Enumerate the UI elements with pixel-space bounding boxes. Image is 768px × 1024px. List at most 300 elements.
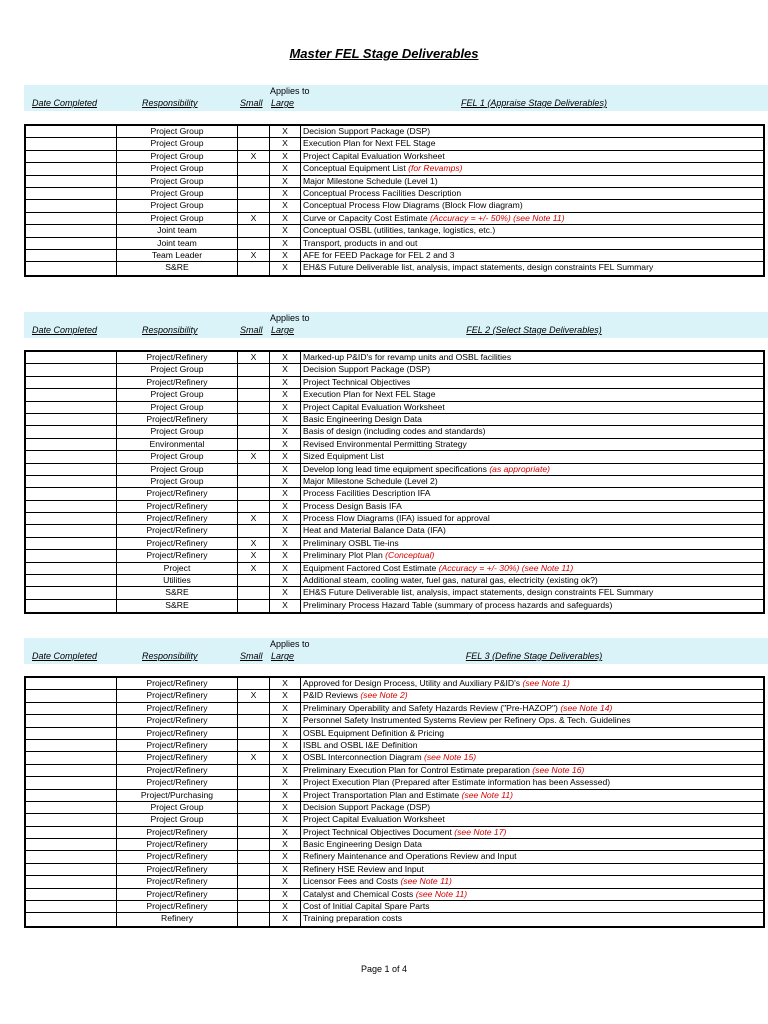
deliverable-text: Conceptual Equipment List bbox=[303, 163, 409, 174]
deliverable-cell bbox=[301, 488, 763, 499]
small-cell: X bbox=[238, 563, 270, 574]
table-row bbox=[26, 525, 763, 537]
date-completed-cell bbox=[26, 163, 117, 174]
table-row bbox=[26, 451, 763, 463]
large-cell: X bbox=[270, 402, 301, 413]
responsibility-cell: Project/Refinery bbox=[117, 488, 238, 499]
deliverable-cell bbox=[301, 777, 763, 788]
date-completed-cell bbox=[26, 200, 117, 211]
large-cell: X bbox=[270, 889, 301, 900]
responsibility-cell: Project/Refinery bbox=[117, 703, 238, 714]
large-cell: X bbox=[270, 728, 301, 739]
date-completed-cell bbox=[26, 488, 117, 499]
responsibility-cell: Project Group bbox=[117, 451, 238, 462]
date-completed-cell bbox=[26, 563, 117, 574]
deliverable-cell bbox=[301, 827, 763, 838]
deliverable-text: Project Capital Evaluation Worksheet bbox=[303, 150, 445, 161]
date-completed-cell bbox=[26, 151, 117, 162]
section-header bbox=[24, 85, 768, 111]
deliverable-cell bbox=[301, 600, 763, 612]
large-cell: X bbox=[270, 575, 301, 586]
deliverable-text: Preliminary Process Hazard Table (summary of process hazards and safeguards) bbox=[303, 599, 613, 610]
date-completed-cell bbox=[26, 913, 117, 925]
large-cell: X bbox=[270, 600, 301, 612]
large-cell: X bbox=[270, 126, 301, 137]
table-row bbox=[26, 352, 763, 364]
deliverable-cell bbox=[301, 802, 763, 813]
responsibility-cell: Project/Refinery bbox=[117, 377, 238, 388]
responsibility-cell: Project Group bbox=[117, 163, 238, 174]
date-completed-cell bbox=[26, 538, 117, 549]
date-completed-cell bbox=[26, 426, 117, 437]
small-cell bbox=[238, 802, 270, 813]
section-heading: FEL 3 (Define Stage Deliverables) bbox=[465, 651, 603, 661]
table-row bbox=[26, 678, 763, 690]
deliverable-note: (see Note 11) bbox=[461, 789, 514, 800]
table-row bbox=[26, 715, 763, 727]
date-completed-header: Date Completed bbox=[32, 651, 98, 661]
responsibility-cell: Project Group bbox=[117, 802, 238, 813]
small-cell bbox=[238, 525, 270, 536]
date-completed-cell bbox=[26, 777, 117, 788]
responsibility-header: Responsibility bbox=[142, 325, 198, 335]
deliverable-cell bbox=[301, 901, 763, 912]
deliverable-text: Preliminary Plot Plan bbox=[303, 550, 386, 561]
responsibility-cell: Project Group bbox=[117, 126, 238, 137]
deliverable-note: (see Note 16) bbox=[532, 764, 585, 775]
table-row bbox=[26, 864, 763, 876]
responsibility-header: Responsibility bbox=[142, 651, 198, 661]
deliverable-text: Execution Plan for Next FEL Stage bbox=[303, 138, 436, 149]
small-cell bbox=[238, 740, 270, 751]
deliverable-text: Conceptual Process Flow Diagrams (Block Flow diagram) bbox=[303, 200, 523, 211]
deliverable-note: (see Note 14) bbox=[560, 702, 613, 713]
large-cell: X bbox=[270, 352, 301, 363]
deliverable-text: Major Milestone Schedule (Level 2) bbox=[303, 475, 438, 486]
deliverable-cell bbox=[301, 715, 763, 726]
date-completed-cell bbox=[26, 575, 117, 586]
deliverables-table bbox=[24, 350, 765, 614]
large-cell: X bbox=[270, 138, 301, 149]
small-cell bbox=[238, 600, 270, 612]
date-completed-cell bbox=[26, 525, 117, 536]
small-cell bbox=[238, 876, 270, 887]
deliverable-text: Transport, products in and out bbox=[303, 237, 418, 248]
deliverable-cell bbox=[301, 703, 763, 714]
responsibility-cell: Project/Refinery bbox=[117, 889, 238, 900]
small-cell: X bbox=[238, 151, 270, 162]
deliverable-cell bbox=[301, 538, 763, 549]
date-completed-cell bbox=[26, 451, 117, 462]
date-completed-cell bbox=[26, 690, 117, 701]
table-row bbox=[26, 538, 763, 550]
small-cell bbox=[238, 765, 270, 776]
deliverable-note: (Conceptual) bbox=[385, 550, 435, 561]
small-cell bbox=[238, 827, 270, 838]
deliverable-note: (see Note 11) bbox=[400, 876, 452, 887]
responsibility-cell: Project/Refinery bbox=[117, 501, 238, 512]
table-row bbox=[26, 126, 763, 138]
large-cell: X bbox=[270, 389, 301, 400]
date-completed-cell bbox=[26, 703, 117, 714]
deliverable-cell bbox=[301, 550, 763, 561]
applies-to-label: Applies to bbox=[270, 313, 310, 323]
deliverable-cell bbox=[301, 690, 763, 701]
responsibility-cell: Project Group bbox=[117, 389, 238, 400]
small-cell bbox=[238, 138, 270, 149]
deliverable-text: AFE for FEED Package for FEL 2 and 3 bbox=[303, 249, 455, 260]
date-completed-cell bbox=[26, 414, 117, 425]
deliverable-cell bbox=[301, 377, 763, 388]
table-row bbox=[26, 262, 763, 274]
table-row bbox=[26, 138, 763, 150]
large-cell: X bbox=[270, 225, 301, 236]
deliverable-text: Conceptual Process Facilities Description bbox=[303, 187, 462, 198]
deliverable-cell bbox=[301, 839, 763, 850]
section-header bbox=[24, 312, 768, 338]
date-completed-cell bbox=[26, 138, 117, 149]
responsibility-cell: Project Group bbox=[117, 464, 238, 475]
page-footer: Page 1 of 4 bbox=[360, 964, 408, 974]
date-completed-cell bbox=[26, 678, 117, 689]
applies-to-label: Applies to bbox=[270, 639, 310, 649]
deliverable-cell bbox=[301, 451, 763, 462]
table-row bbox=[26, 563, 763, 575]
date-completed-cell bbox=[26, 715, 117, 726]
large-cell: X bbox=[270, 163, 301, 174]
small-cell bbox=[238, 262, 270, 274]
date-completed-cell bbox=[26, 225, 117, 236]
table-row bbox=[26, 188, 763, 200]
table-row bbox=[26, 250, 763, 262]
deliverable-cell bbox=[301, 678, 763, 689]
responsibility-cell: Joint team bbox=[117, 238, 238, 249]
small-cell bbox=[238, 464, 270, 475]
deliverable-cell bbox=[301, 238, 763, 249]
deliverable-cell bbox=[301, 563, 763, 574]
table-row bbox=[26, 225, 763, 237]
responsibility-cell: Joint team bbox=[117, 225, 238, 236]
large-cell: X bbox=[270, 176, 301, 187]
small-cell: X bbox=[238, 250, 270, 261]
responsibility-cell: Project/Refinery bbox=[117, 678, 238, 689]
deliverable-cell bbox=[301, 176, 763, 187]
deliverable-cell bbox=[301, 126, 763, 137]
deliverable-text: Develop long lead time equipment specifications bbox=[303, 463, 490, 474]
large-cell: X bbox=[270, 464, 301, 475]
responsibility-cell: Team Leader bbox=[117, 250, 238, 261]
deliverable-text: Preliminary Operability and Safety Hazards Review ("Pre-HAZOP") bbox=[303, 702, 561, 713]
large-cell: X bbox=[270, 439, 301, 450]
responsibility-cell: Project/Refinery bbox=[117, 876, 238, 887]
responsibility-header: Responsibility bbox=[142, 98, 198, 108]
large-cell: X bbox=[270, 488, 301, 499]
deliverable-text: Project Capital Evaluation Worksheet bbox=[303, 401, 445, 412]
date-completed-cell bbox=[26, 851, 117, 862]
small-header: Small bbox=[240, 651, 263, 661]
deliverable-cell bbox=[301, 250, 763, 261]
date-completed-header: Date Completed bbox=[32, 325, 98, 335]
date-completed-cell bbox=[26, 765, 117, 776]
responsibility-cell: Environmental bbox=[117, 439, 238, 450]
responsibility-cell: Project/Refinery bbox=[117, 538, 238, 549]
large-cell: X bbox=[270, 876, 301, 887]
date-completed-cell bbox=[26, 364, 117, 375]
deliverable-text: Project Technical Objectives bbox=[303, 376, 411, 387]
small-cell bbox=[238, 377, 270, 388]
large-cell: X bbox=[270, 678, 301, 689]
large-cell: X bbox=[270, 814, 301, 825]
deliverable-text: Process Flow Diagrams (IFA) issued for approval bbox=[303, 513, 490, 524]
small-cell bbox=[238, 728, 270, 739]
deliverable-text: Major Milestone Schedule (Level 1) bbox=[303, 175, 438, 186]
large-cell: X bbox=[270, 188, 301, 199]
date-completed-cell bbox=[26, 213, 117, 224]
date-completed-cell bbox=[26, 352, 117, 363]
small-cell bbox=[238, 163, 270, 174]
date-completed-cell bbox=[26, 126, 117, 137]
deliverable-text: Basis of design (including codes and standards) bbox=[303, 426, 486, 437]
responsibility-cell: Project/Refinery bbox=[117, 765, 238, 776]
deliverable-cell bbox=[301, 752, 763, 763]
small-cell: X bbox=[238, 752, 270, 763]
small-cell: X bbox=[238, 213, 270, 224]
table-row bbox=[26, 426, 763, 438]
date-completed-cell bbox=[26, 389, 117, 400]
small-cell bbox=[238, 238, 270, 249]
table-row bbox=[26, 703, 763, 715]
date-completed-cell bbox=[26, 752, 117, 763]
deliverable-text: OSBL Interconnection Diagram bbox=[303, 752, 425, 763]
responsibility-cell: Project Group bbox=[117, 151, 238, 162]
deliverable-text: Refinery HSE Review and Input bbox=[303, 863, 424, 874]
small-cell: X bbox=[238, 451, 270, 462]
responsibility-cell: Project Group bbox=[117, 476, 238, 487]
large-cell: X bbox=[270, 851, 301, 862]
deliverable-cell bbox=[301, 513, 763, 524]
deliverable-text: Basic Engineering Design Data bbox=[303, 413, 422, 424]
deliverable-cell bbox=[301, 889, 763, 900]
small-cell: X bbox=[238, 513, 270, 524]
table-row bbox=[26, 402, 763, 414]
deliverable-text: Basic Engineering Design Data bbox=[303, 839, 422, 850]
small-cell bbox=[238, 426, 270, 437]
deliverable-text: EH&S Future Deliverable list, analysis, impact statements, design constraints FEL Summary bbox=[303, 587, 654, 598]
large-cell: X bbox=[270, 740, 301, 751]
deliverable-cell bbox=[301, 575, 763, 586]
deliverable-cell bbox=[301, 188, 763, 199]
date-completed-cell bbox=[26, 876, 117, 887]
responsibility-cell: Project/Refinery bbox=[117, 525, 238, 536]
table-row bbox=[26, 876, 763, 888]
deliverable-cell bbox=[301, 501, 763, 512]
responsibility-cell: Project/Refinery bbox=[117, 352, 238, 363]
table-row bbox=[26, 752, 763, 764]
date-completed-cell bbox=[26, 814, 117, 825]
responsibility-cell: Utilities bbox=[117, 575, 238, 586]
date-completed-cell bbox=[26, 402, 117, 413]
deliverable-cell bbox=[301, 163, 763, 174]
large-header: Large bbox=[271, 98, 295, 108]
table-row bbox=[26, 765, 763, 777]
date-completed-cell bbox=[26, 839, 117, 850]
deliverable-text: Project Execution Plan (Prepared after Estimate information has been Assessed) bbox=[303, 777, 611, 788]
deliverable-text: Personnel Safety Instrumented Systems Review per Refinery Ops. & Tech. Guidelines bbox=[303, 715, 631, 726]
date-completed-cell bbox=[26, 176, 117, 187]
responsibility-cell: Project Group bbox=[117, 364, 238, 375]
deliverable-text: Project Capital Evaluation Worksheet bbox=[303, 814, 445, 825]
deliverable-text: Training preparation costs bbox=[303, 913, 403, 924]
large-cell: X bbox=[270, 364, 301, 375]
small-cell bbox=[238, 703, 270, 714]
table-row bbox=[26, 690, 763, 702]
table-row bbox=[26, 151, 763, 163]
table-row bbox=[26, 740, 763, 752]
date-completed-cell bbox=[26, 501, 117, 512]
date-completed-cell bbox=[26, 439, 117, 450]
large-cell: X bbox=[270, 839, 301, 850]
deliverable-text: Preliminary OSBL Tie-ins bbox=[303, 537, 399, 548]
small-header: Small bbox=[240, 325, 263, 335]
responsibility-cell: Project Group bbox=[117, 176, 238, 187]
deliverable-text: Conceptual OSBL (utilities, tankage, logistics, etc.) bbox=[303, 225, 496, 236]
deliverable-cell bbox=[301, 913, 763, 925]
large-cell: X bbox=[270, 377, 301, 388]
deliverable-cell bbox=[301, 728, 763, 739]
table-row bbox=[26, 790, 763, 802]
date-completed-cell bbox=[26, 250, 117, 261]
table-row bbox=[26, 377, 763, 389]
table-row bbox=[26, 851, 763, 863]
deliverable-cell bbox=[301, 213, 763, 224]
deliverable-text: Project Transportation Plan and Estimate bbox=[303, 789, 462, 800]
deliverables-table bbox=[24, 676, 765, 928]
table-row bbox=[26, 814, 763, 826]
large-cell: X bbox=[270, 690, 301, 701]
deliverable-cell bbox=[301, 864, 763, 875]
deliverable-text: Sized Equipment List bbox=[303, 451, 384, 462]
small-cell bbox=[238, 414, 270, 425]
small-header: Small bbox=[240, 98, 263, 108]
date-completed-cell bbox=[26, 802, 117, 813]
deliverable-text: Licensor Fees and Costs bbox=[303, 876, 401, 887]
table-row bbox=[26, 200, 763, 212]
large-cell: X bbox=[270, 802, 301, 813]
deliverable-note: (see Note 15) bbox=[424, 752, 477, 763]
deliverable-cell bbox=[301, 876, 763, 887]
section-header bbox=[24, 638, 768, 664]
small-cell bbox=[238, 488, 270, 499]
responsibility-cell: Project/Refinery bbox=[117, 839, 238, 850]
large-cell: X bbox=[270, 525, 301, 536]
small-cell: X bbox=[238, 550, 270, 561]
large-cell: X bbox=[270, 790, 301, 801]
date-completed-cell bbox=[26, 377, 117, 388]
responsibility-cell: Project/Refinery bbox=[117, 550, 238, 561]
date-completed-cell bbox=[26, 550, 117, 561]
table-row bbox=[26, 575, 763, 587]
large-cell: X bbox=[270, 550, 301, 561]
deliverable-cell bbox=[301, 151, 763, 162]
deliverable-cell bbox=[301, 225, 763, 236]
small-cell bbox=[238, 913, 270, 925]
deliverable-cell bbox=[301, 262, 763, 274]
date-completed-cell bbox=[26, 513, 117, 524]
responsibility-cell: Project/Refinery bbox=[117, 414, 238, 425]
deliverable-cell bbox=[301, 765, 763, 776]
small-cell: X bbox=[238, 690, 270, 701]
deliverable-text: P&ID Reviews bbox=[303, 690, 361, 701]
table-row bbox=[26, 364, 763, 376]
small-cell bbox=[238, 476, 270, 487]
section-heading: FEL 1 (Appraise Stage Deliverables) bbox=[461, 98, 607, 108]
small-cell bbox=[238, 790, 270, 801]
deliverable-text: Refinery Maintenance and Operations Review and Input bbox=[303, 851, 517, 862]
responsibility-cell: Project Group bbox=[117, 200, 238, 211]
large-cell: X bbox=[270, 501, 301, 512]
small-cell bbox=[238, 225, 270, 236]
large-cell: X bbox=[270, 827, 301, 838]
large-cell: X bbox=[270, 262, 301, 274]
deliverable-text: Process Facilities Description IFA bbox=[303, 488, 431, 499]
large-cell: X bbox=[270, 238, 301, 249]
applies-to-label: Applies to bbox=[270, 86, 310, 96]
table-row bbox=[26, 777, 763, 789]
table-row bbox=[26, 176, 763, 188]
date-completed-cell bbox=[26, 790, 117, 801]
deliverable-note: (see Note 2) bbox=[360, 690, 408, 701]
deliverables-table bbox=[24, 124, 765, 277]
small-cell: X bbox=[238, 538, 270, 549]
small-cell bbox=[238, 814, 270, 825]
deliverable-text: Heat and Material Balance Data (IFA) bbox=[303, 525, 446, 536]
large-cell: X bbox=[270, 213, 301, 224]
date-completed-cell bbox=[26, 188, 117, 199]
responsibility-cell: Project/Refinery bbox=[117, 715, 238, 726]
large-header: Large bbox=[271, 651, 295, 661]
deliverable-note: (Accuracy = +/- 50%) (see Note 11) bbox=[430, 212, 565, 223]
table-row bbox=[26, 901, 763, 913]
large-cell: X bbox=[270, 513, 301, 524]
small-cell bbox=[238, 188, 270, 199]
deliverable-cell bbox=[301, 200, 763, 211]
responsibility-cell: Project bbox=[117, 563, 238, 574]
small-cell bbox=[238, 439, 270, 450]
responsibility-cell: Project Group bbox=[117, 213, 238, 224]
date-completed-cell bbox=[26, 889, 117, 900]
date-completed-cell bbox=[26, 740, 117, 751]
small-cell bbox=[238, 839, 270, 850]
deliverable-text: ISBL and OSBL I&E Definition bbox=[303, 739, 418, 750]
deliverable-text: Equipment Factored Cost Estimate bbox=[303, 562, 439, 573]
deliverable-text: Cost of Initial Capital Spare Parts bbox=[303, 901, 430, 912]
large-cell: X bbox=[270, 752, 301, 763]
table-row bbox=[26, 213, 763, 225]
table-row bbox=[26, 501, 763, 513]
table-row bbox=[26, 802, 763, 814]
deliverable-note: (see Note 17) bbox=[454, 826, 507, 837]
responsibility-cell: Project/Refinery bbox=[117, 690, 238, 701]
deliverable-cell bbox=[301, 426, 763, 437]
responsibility-cell: Project/Refinery bbox=[117, 827, 238, 838]
small-cell bbox=[238, 901, 270, 912]
large-cell: X bbox=[270, 777, 301, 788]
deliverable-text: Marked-up P&ID's for revamp units and OSBL facilities bbox=[303, 352, 512, 362]
responsibility-cell: Project Group bbox=[117, 402, 238, 413]
deliverable-cell bbox=[301, 851, 763, 862]
small-cell bbox=[238, 715, 270, 726]
responsibility-cell: Project Group bbox=[117, 814, 238, 825]
